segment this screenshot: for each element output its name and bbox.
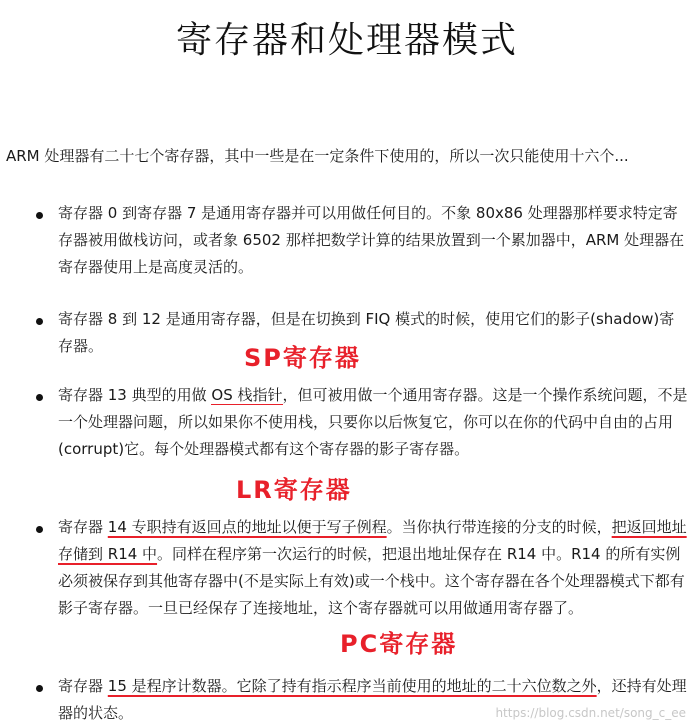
underlined-r14-store: 把返回地址存储到 R14 中 [58,518,687,563]
intro-paragraph: ARM 处理器有二十七个寄存器，其中一些是在一定条件下使用的，所以一次只能使用十六个... [6,147,629,165]
bullet-text [58,514,688,622]
watermark: https://blog.csdn.net/song_c_ee [495,706,686,720]
bullet-text-after: ，但可被用做一个通用寄存器。这是一个操作系统问题，不是一个处理器问题，所以如果你不使用栈，只要你以后恢复它，你可以在你的代码中自由的占用(corrupt)它。每个处理器模式都有这个寄存器的影子寄存器。 [58,386,688,458]
bullet-text: 寄存器 8 到 12 是通用寄存器，但是在切换到 FIQ 模式的时候，使用它们的影子(shadow)寄存器。 [58,310,675,355]
page-title: 寄存器和处理器模式 [175,20,518,61]
sp-register-annotation: SP寄存器 [244,344,361,372]
pc-register-annotation: PC寄存器 [340,630,458,658]
bullet-dot [36,318,43,325]
bullet-text-before: 寄存器 [58,677,108,695]
underlined-os-stack-pointer: OS 栈指针 [211,386,283,404]
bullet-text-after: ，还持有处理器的状态。 [58,677,687,722]
bullet-text-before: 寄存器 13 典型的用做 [58,386,212,404]
bullet-text-before: 寄存器 [58,518,108,536]
bullet-dot [36,526,43,533]
bullet-text: 寄存器 0 到寄存器 7 是通用寄存器并可以用做任何目的。不象 80x86 处理器那样要求特定寄存器被用做栈访问，或者象 6502 那样把数学计算的结果放置到一个累加器中，ARM 处理器在寄存器使用上是高度灵活的。 [58,204,685,276]
bullet-dot [36,394,43,401]
underlined-return-address: 14 专职持有返回点的地址以便于写子例程 [107,518,387,536]
lr-register-annotation: LR寄存器 [236,476,352,504]
bullet-dot [36,212,43,219]
bullet-text-mid: 。当你执行带连接的分支的时候， [386,518,612,536]
bullet-dot [36,685,43,692]
underlined-program-counter: 15 是程序计数器。它除了持有指示程序当前使用的地址的二十六位数之外 [107,677,597,695]
bullet-text-after: 。同样在程序第一次运行的时候，把退出地址保存在 R14 中。R14 的所有实例必须被保存到其他寄存器中(不是实际上有效)或一个栈中。这个寄存器在各个处理器模式下都有影子寄存器。一旦已经保存了连接地址，这个寄存器就可以用做通用寄存器了。 [58,545,685,617]
bullet-text [58,382,688,463]
